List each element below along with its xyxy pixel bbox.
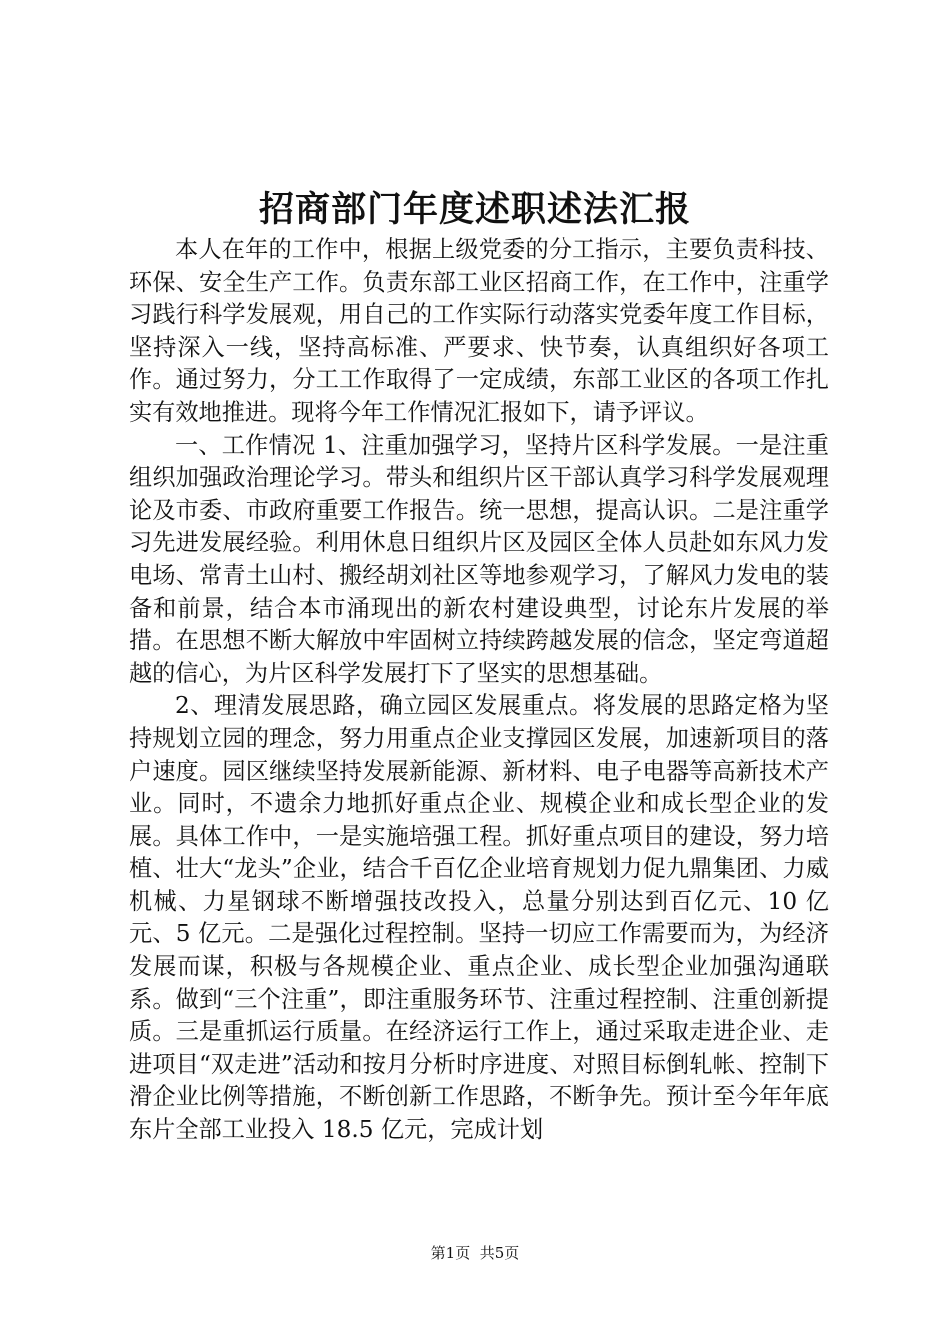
document-title: 招商部门年度述职述法汇报	[258, 189, 691, 230]
page-number: 第1页	[430, 1244, 471, 1262]
paragraph-work-study: 一、工作情况 1、注重加强学习，坚持片区科学发展。一是注重组织加强政治理论学习。带头和组织片区干部认真学习科学发展观理论及市委、市政府重要工作报告。统一思想，提高认识。二是注重学习先进发展经验。利用休息日组织片区及园区全体人员赴如东风力发电场、常青土山村、搬经胡刘社区等地参观学习，了解风力发电的装备和前景，结合本市涌现出的新农村建设典型，讨论东片发展的举措。在思想不断大解放中牢固树立持续跨越发展的信念，坚定弯道超越的信心，为片区科学发展打下了坚实的思想基础。	[129, 431, 829, 687]
paragraph-development: 2、理清发展思路，确立园区发展重点。将发展的思路定格为坚持规划立园的理念，努力用重点企业支撑园区发展，加速新项目的落户速度。园区继续坚持发展新能源、新材料、电子电器等高新技术产业。同时，不遗余力地抓好重点企业、规模企业和成长型企业的发展。具体工作中，一是实施培强工程。抓好重点项目的建设，努力培植、壮大“龙头”企业，结合千百亿企业培育规划力促九鼎集团、力威机械、力星钢球不断增强技改投入，总量分别达到百亿元、10 亿元、5 亿元。二是强化过程控制。坚持一切应工作需要而为，为经济发展而谋，积极与各规模企业、重点企业、成长型企业加强沟通联系。做到“三个注重”，即注重服务环节、注重过程控制、注重创新提质。三是重抓运行质量。在经济运行工作上，通过采取走进企业、走进项目“双走进”活动和按月分析时序进度、对照目标倒轧帐、控制下滑企业比例等措施，不断创新工作思路，不断争先。预计至今年年底东片全部工业投入 18.5 亿元，完成计划	[129, 692, 829, 1144]
paragraph-intro: 本人在年的工作中，根据上级党委的分工指示，主要负责科技、环保、安全生产工作。负责东部工业区招商工作，在工作中，注重学习践行科学发展观，用自己的工作实际行动落实党委年度工作目标，坚持深入一线，坚持高标准、严要求、快节奏，认真组织好各项工作。通过努力，分工工作取得了一定成绩，东部工业区的各项工作扎实有效地推进。现将今年工作情况汇报如下，请予评议。	[129, 236, 829, 426]
page-footer	[0, 1243, 950, 1263]
page-total: 共5页	[479, 1244, 520, 1262]
document-body	[129, 234, 829, 1147]
